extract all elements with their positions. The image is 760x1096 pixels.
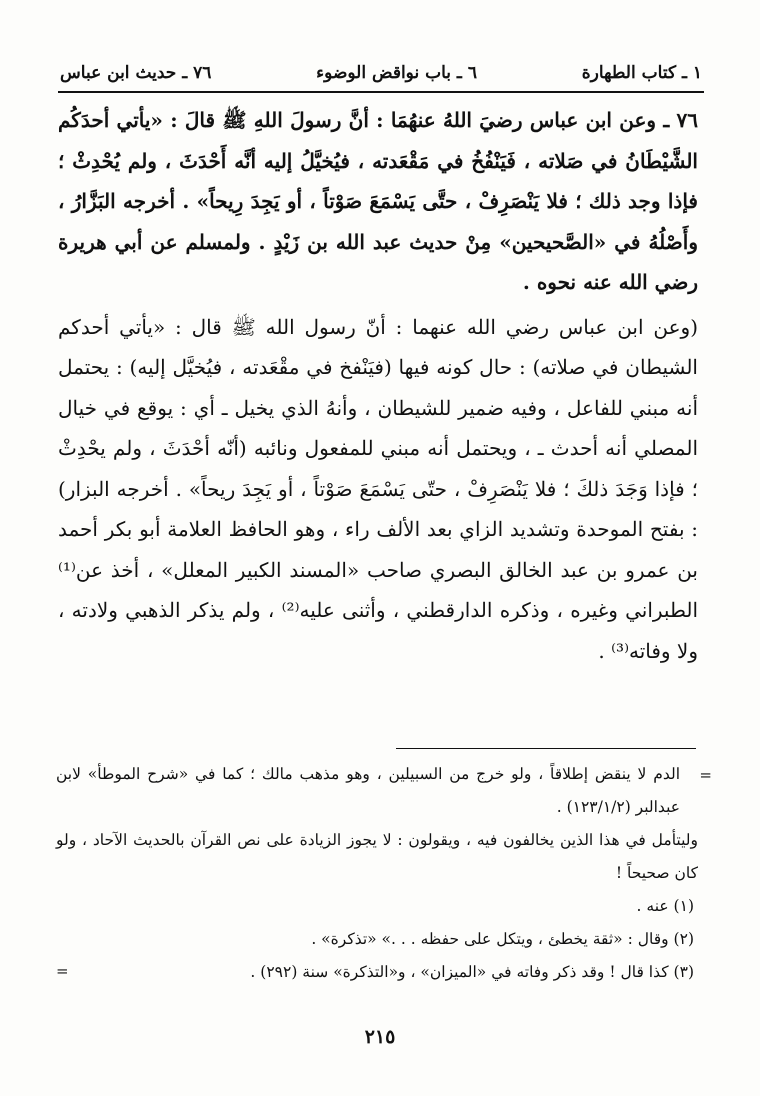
footnotes <box>56 758 698 989</box>
footnote-3: (٣) كذا قال ! وقد ذكر وفاته في «الميزان» ، و«التذكرة» سنة (٢٩٢) . <box>250 963 694 981</box>
header-book-title: ١ ـ كتاب الطهارة <box>581 63 702 83</box>
header-chapter-title: ٦ ـ باب نواقض الوضوء <box>316 63 477 83</box>
footnote-divider <box>396 748 696 749</box>
main-text <box>58 100 698 671</box>
commentary-text: (وعن ابن عباس رضي الله عنهما : أنّ رسول الله ﷺ قال : «يأتي أحدكم الشيطان في صلاته) : حال كونه فيها (فيَنْفخ في مقْعَدته ، فيُخيَّل إليه) : يحتمل أنه مبني للفاعل ، وفيه ضمير للشيطان ، وأنهُ الذي يخيل ـ أي : يوقع في خيال المصلي أنه أحدث ـ ، ويحتمل أنه مبني للمفعول ونائبه (أنّه أحْدَثَ ، ولم يحْدِثْ ؛ فإذا وَجَدَ ذلكَ ؛ فلا يَنْصَرِفْ ، حتّى يَسْمَعَ صَوْتاً ، أو يَجِدَ ريحاً» . أخرجه البزار) : بفتح الموحدة وتشديد الزاي بعد الألف راء ، وهو الحافظ العلامة أبو بكر أحمد بن عمرو بن عبد الخالق البصري صاحب «المسند الكبير المعلل» ، أخذ عن⁽¹⁾ الطبراني وغيره ، وذكره الدارقطني ، وأثنى عليه⁽²⁾ ، ولم يذكر الذهبي ولادته ، ولا وفاته⁽³⁾ . <box>58 314 699 663</box>
page-number: ٢١٥ <box>364 1026 396 1048</box>
footnote-1: (١) عنه . <box>636 897 694 915</box>
running-header <box>60 58 702 88</box>
footnote-remark: وليتأمل في هذا الذين يخالفون فيه ، ويقولون : لا يجوز الزيادة على نص القرآن بالحديث الآحاد ، ولو كان صحيحاً ! <box>56 831 698 882</box>
footnote-2: (٢) وقال : «ثقة يخطئ ، ويتكل على حفظه . . .» «تذكرة» . <box>311 930 694 948</box>
header-hadith-title: ٧٦ ـ حديث ابن عباس <box>60 63 212 83</box>
hadith-text: ٧٦ ـ وعن ابن عباس رضيَ اللهُ عنهُمَا : أنَّ رسولَ اللهِ ﷺ قالَ : «يأتي أحدَكُم الشَّيْطَانُ في صَلاته ، فَيَنْفُخُ في مَقْعَدته ، فيُخيَّلُ إليه أنَّه أَحْدَثَ ، ولم يُحْدِثْ ؛ فإذا وجد ذلك ؛ فلا يَنْصَرِفْ ، حتَّى يَسْمَعَ صَوْتاً ، أو يَجِدَ رِيحاً» . أخرجه البَزَّارُ ، وأَصْلُهُ في «الصَّحيحين» مِنْ حديث عبد الله بن زَيْدٍ . ولمسلم عن أبي هريرة رضي الله عنه نحوه . <box>58 108 698 294</box>
footnote-trailing-mark: = <box>56 962 69 980</box>
header-divider <box>58 91 704 93</box>
footnote-continuation-mark: = <box>699 766 712 784</box>
footnote-continuation-line: الدم لا ينقض إطلاقاً ، ولو خرج من السبيلين ، وهو مذهب مالك ؛ كما في «شرح الموطأ» لابن عبدالبر (١٢٣/١/٢) . <box>56 765 680 816</box>
